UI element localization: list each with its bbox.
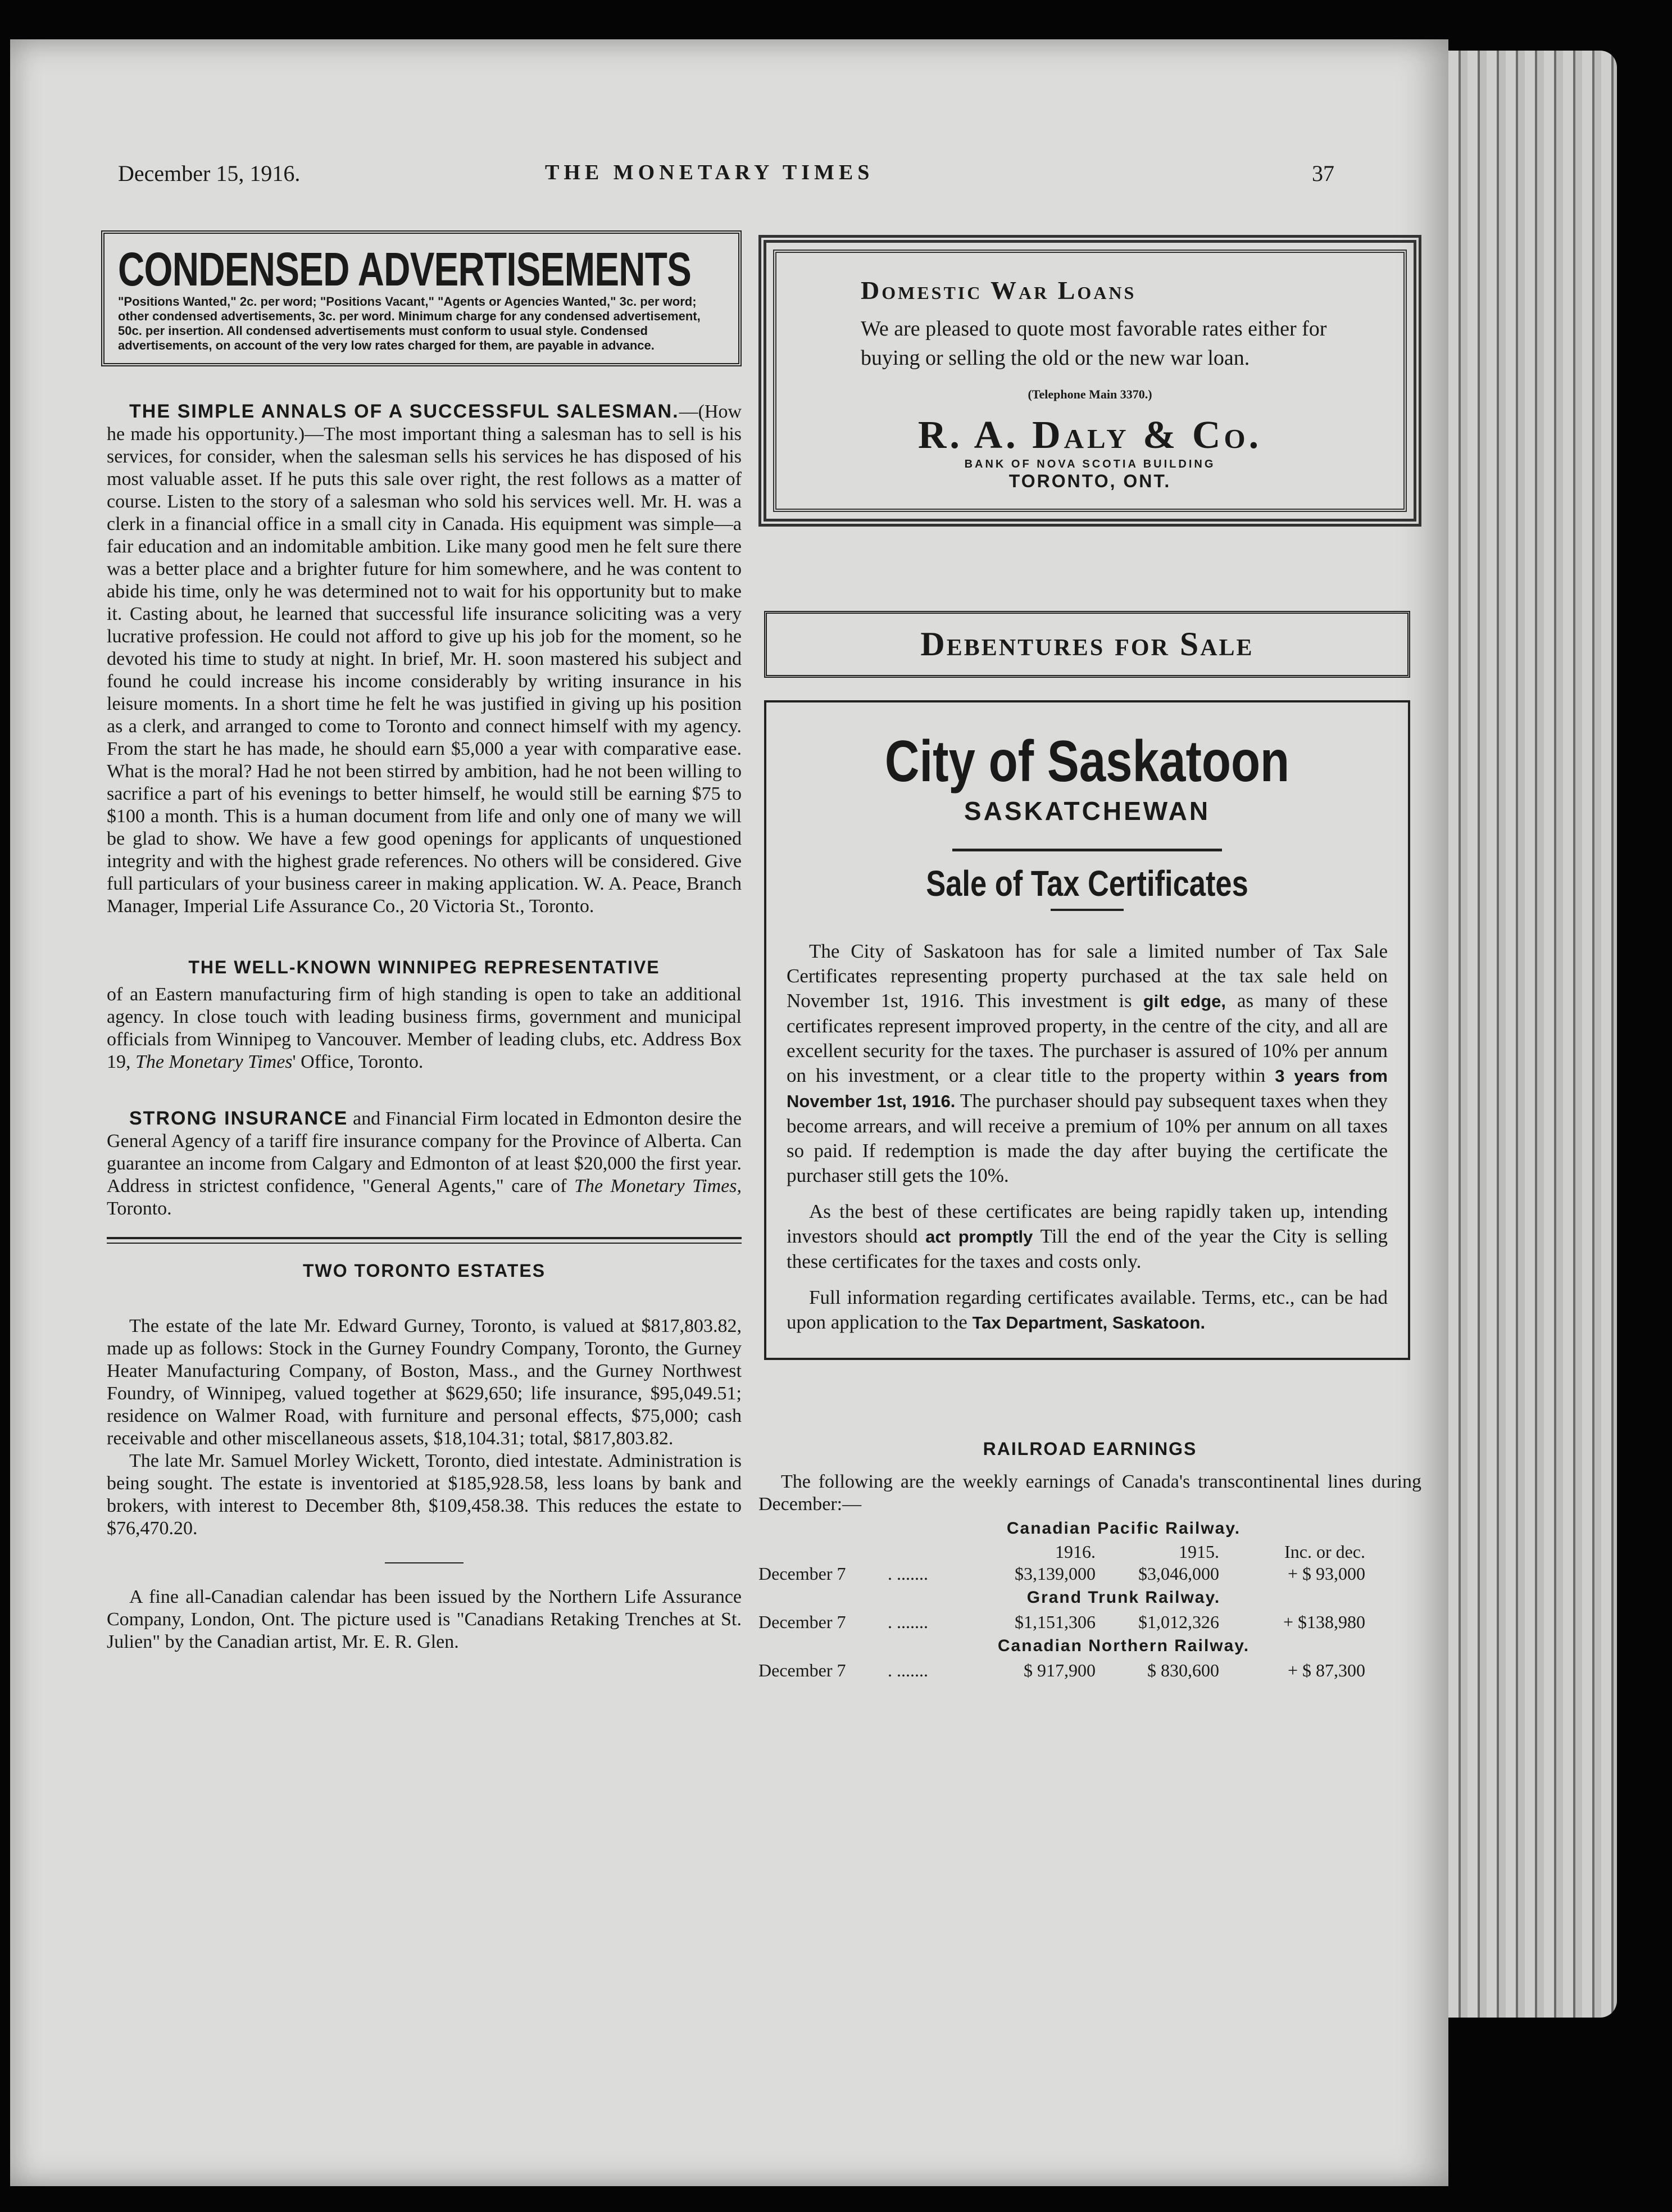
ad-salesman	[107, 400, 742, 918]
railroad-company-cpr: Canadian Pacific Railway.	[1006, 1519, 1241, 1538]
saskatoon-province: SASKATCHEWAN	[964, 796, 1211, 826]
daly-body: We are pleased to quote most favorable rates either for buying or selling the old or the new war loan.	[861, 317, 1327, 370]
ad-winnipeg	[107, 983, 742, 1073]
daly-telephone: (Telephone Main 3370.)	[1028, 387, 1152, 401]
railroad-earnings-table	[758, 1519, 1421, 1681]
condensed-ads-title: CONDENSED ADVERTISEMENTS	[118, 243, 692, 296]
header-date: December 15, 1916.	[118, 161, 301, 186]
header-publication: THE MONETARY TIMES	[545, 161, 874, 184]
condensed-ads-box	[101, 230, 742, 366]
short-divider	[385, 1562, 464, 1563]
estates-wickett: The late Mr. Samuel Morley Wickett, Toronto, died intestate. Administration is being sought. The estate is inventoried at $185,928.58, less loans by bank and brokers, with interest to December 8th, $109,458.38. This reduces the estate to $76,470.20.	[107, 1451, 742, 1539]
table-row: December 7 . ....... $ 917,900 $ 830,600 + $ 87,300	[758, 1660, 1365, 1680]
col-1915: 1915.	[1179, 1542, 1219, 1562]
daly-address-city: TORONTO, ONT.	[1008, 471, 1171, 491]
saskatoon-advertisement	[764, 700, 1410, 1360]
ad-insurance-body: and Financial Firm located in Edmonton desire the General Agency of a tariff fire insurance company for the Province of Alberta. Can guarantee an income from Calgary and Edmonton of at least $20,000 the first year. Address in strictest confidence, "General Agents," care of	[107, 1108, 742, 1196]
ad-winnipeg-tail: ' Office, Toronto.	[292, 1051, 424, 1072]
saskatoon-rule	[952, 849, 1222, 851]
railroad-company-cnr: Canadian Northern Railway.	[997, 1637, 1250, 1655]
debentures-banner	[764, 611, 1410, 678]
header-page-number: 37	[1312, 161, 1334, 186]
saskatoon-city-title: City of Saskatoon	[884, 729, 1290, 794]
ad-winnipeg-body: of an Eastern manufacturing firm of high standing is open to take an additional agency. In close touch with leading business firms, government and municipal officials from Winnipeg to Vancouver. Member of leading clubs, etc. Address Box 19,	[107, 984, 742, 1072]
calendar-notice: A fine all-Canadian calendar has been issued by the Northern Life Assurance Company, London, Ont. The picture used is "Canadians Retaking Trenches at St. Julien" by the Canadian artist, Mr. E. R. Glen.	[107, 1587, 742, 1652]
ad-salesman-body: —(How he made his opportunity.)—The most important thing a salesman has to sell is his services, for consider, when the salesman sells his services he has disposed of his most valuable asset. If he puts this sale over right, the rest follows as a matter of course. Listen to the story of a salesman who sold his services well. Mr. H. was a clerk in a financial office in a small city in Canada. His equipment was simple—a fair education and an indomitable ambition. Like many good men he felt sure there was a better place and a brighter future for him somewhere, and he was content to abide his time, only he was determined not to wait for his opportunity but to make it. Casting about, he learned that successful life insurance soliciting was a very lucrative profession. He could not afford to give up his job for the moment, so he devoted his time to study at night. In brief, Mr. H. soon mastered his subject and found he could increase his income considerably by writing insurance in his leisure moments. In a short time he felt he was justified in giving up his position as a clerk, and arranged to come to Toronto and connect himself with my agency. From the start he has made, he should earn $5,000 a year with comparative ease. What is the moral? Had he not been stirred by ambition, had he not been willing to sacrifice a part of his evenings to better himself, he would still be earning $75 to $100 a month. This is a human document from life and only one of many we will be glad to show. We have a few good openings for applicants of unquestioned integrity and with the highest grade references. No others will be considered. Give full particulars of your business career in making application. W. A. Peace, Branch Manager, Imperial Life Assurance Co., 20 Victoria St., Toronto.	[107, 401, 742, 917]
ad-insurance-italic: The Monetary Times,	[574, 1176, 742, 1196]
condensed-ads-terms: "Positions Wanted," 2c. per word; "Positions Vacant," "Agents or Agencies Wanted," 3c. per word; other condensed advertisements, 3c. per word. Minimum charge for any condensed advertisement, 50c. per insertion. All condensed advertisements must conform to usual style. Condensed advertisements, on account of the very low rates charged for them, are payable in advance.	[118, 294, 701, 352]
ad-salesman-heading: THE SIMPLE ANNALS OF A SUCCESSFUL SALESMAN.	[129, 401, 679, 422]
saskatoon-rule-short	[1051, 909, 1124, 911]
railroad-heading: RAILROAD EARNINGS	[983, 1439, 1197, 1459]
book-page-edges	[1448, 51, 1617, 2018]
divider-rule	[107, 1237, 742, 1239]
saskatoon-para-2: As the best of these certificates are being rapidly taken up, intending investors should act promptly Till the end of the year the City is selling these certificates for the taxes and costs only.	[787, 1200, 1388, 1272]
estates-heading: TWO TORONTO ESTATES	[302, 1261, 546, 1281]
right-column	[758, 230, 1421, 1681]
ad-insurance-tail: Toronto.	[107, 1198, 172, 1219]
daly-advertisement	[758, 235, 1421, 527]
daly-firm-name: R. A. Daly & Co.	[917, 414, 1262, 457]
saskatoon-para-1: The City of Saskatoon has for sale a limited number of Tax Sale Certificates representing property purchased at the tax sale held on November 1st, 1916. This investment is gilt edge, as many of these certificates represent improved property, in the centre of the city, and all are excellent security for the taxes. The purchaser is assured of 10% per annum on his investment, or a clear title to the property within 3 years from November 1st, 1916. The purchaser should pay subsequent taxes when they become arrears, and will receive a premium of 10% per annum on all taxes so paid. If redemption is made the day after buying the certificate the purchaser still gets the 10%.	[787, 940, 1388, 1186]
ad-winnipeg-heading: THE WELL-KNOWN WINNIPEG REPRESENTATIVE	[188, 957, 660, 977]
daly-title: Domestic War Loans	[861, 276, 1137, 305]
ad-insurance	[107, 1107, 742, 1220]
railroad-company-gtr: Grand Trunk Railway.	[1026, 1588, 1221, 1607]
left-column	[107, 230, 742, 1653]
table-row: December 7 . ....... $1,151,306 $1,012,326 + $138,980	[758, 1612, 1365, 1632]
col-1916: 1916.	[1055, 1542, 1096, 1562]
saskatoon-sale-heading: Sale of Tax Certificates	[926, 863, 1248, 904]
ad-insurance-heading: STRONG INSURANCE	[129, 1108, 348, 1129]
daly-address-building: BANK OF NOVA SCOTIA BUILDING	[964, 458, 1216, 470]
ad-winnipeg-italic: The Monetary Times	[135, 1051, 293, 1072]
debentures-title: Debentures for Sale	[920, 625, 1254, 663]
col-inc-dec: Inc. or dec.	[1284, 1542, 1365, 1562]
table-row: December 7 . ....... $3,139,000 $3,046,000 + $ 93,000	[758, 1563, 1365, 1584]
railroad-intro: The following are the weekly earnings of Canada's transcontinental lines during December:—	[758, 1471, 1421, 1515]
estates-gurney: The estate of the late Mr. Edward Gurney, Toronto, is valued at $817,803.82, made up as follows: Stock in the Gurney Foundry Company, Toronto, the Gurney Heater Manufacturing Company, of Boston, Mass., and the Gurney Northwest Foundry, of Winnipeg, valued together at $629,650; life insurance, $95,049.51; residence on Walmer Road, with furniture and personal effects, $75,000; cash receivable and other miscellaneous assets, $18,104.31; total, $817,803.82.	[107, 1316, 742, 1449]
saskatoon-para-3: Full information regarding certificates available. Terms, etc., can be had upon application to the Tax Department, Saskatoon.	[787, 1286, 1388, 1333]
divider-rule-thin	[107, 1243, 742, 1244]
railroad-column-headers	[758, 1542, 1421, 1562]
